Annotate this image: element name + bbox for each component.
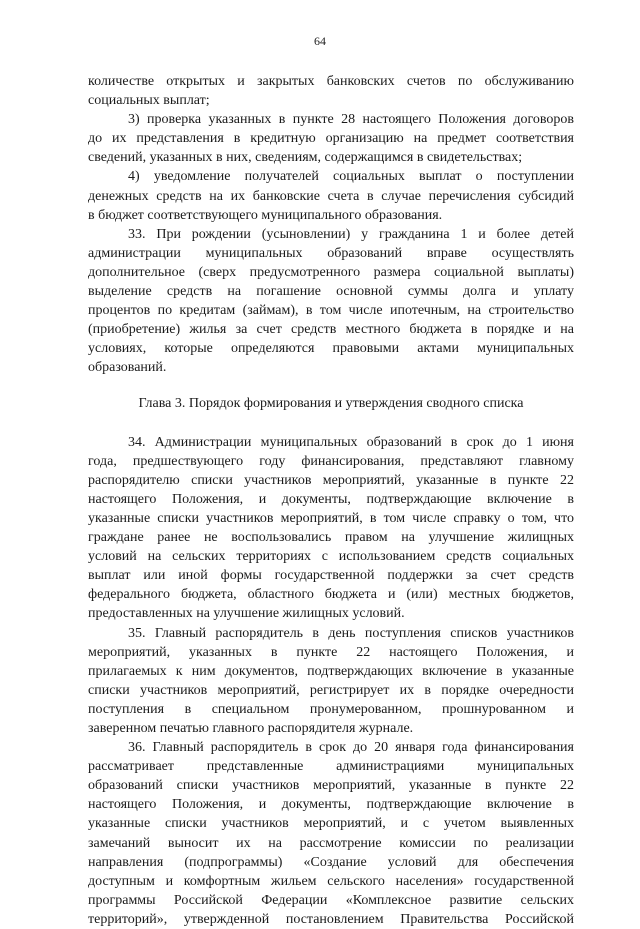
text-line: указанные списки участников мероприятий, в том числе справку о том, что [88, 510, 574, 526]
text-line: года, предшествующего году финансирования, представляют главному [88, 453, 574, 469]
page-number: 64 [314, 34, 326, 48]
body-text [88, 72, 574, 929]
text-line: условиях, которые определяются правовыми актами муниципальных [88, 341, 574, 357]
text-line: распорядителю списки участников мероприятий, указанные в пункте 22 [88, 472, 574, 488]
text-line: прилагаемых к ним документов, подтверждающих включение в указанные [88, 663, 574, 679]
text-line: федерального бюджета, областного бюджета и (или) местных бюджетов, [88, 587, 574, 603]
text-line: поступления в специальном пронумерованном, прошнурованном и [88, 701, 574, 717]
text-line: 33. При рождении (усыновлении) у гражданина 1 и более детей [128, 226, 574, 242]
text-line: граждане ранее не воспользовались правом на улучшение жилищных [88, 530, 574, 546]
text-line: заверенном печатью главного распорядителя журнале. [88, 721, 414, 736]
text-line: выделение средств на погашение основной суммы долга и уплату [88, 284, 574, 300]
text-line: настоящего Положения, и документы, подтверждающие включение в [88, 491, 574, 507]
text-line: выплат или иной формы государственной поддержки за счет средств [88, 568, 574, 584]
text-line: условий на сельских территориях с использованием средств социальных [88, 549, 574, 565]
chapter-heading: Глава 3. Порядок формирования и утверждения сводного списка [138, 395, 524, 411]
text-line: в бюджет соответствующего муниципального образования. [88, 207, 443, 223]
text-line: дополнительное (сверх предусмотренного размера социальной выплаты) [88, 264, 574, 280]
text-line: 36. Главный распорядитель в срок до 20 января года финансирования [128, 740, 574, 756]
text-line: сведений, указанных в них, сведениям, содержащимся в свидетельствах; [88, 150, 523, 166]
text-line: процентов по кредитам (займам), в том числе ипотечным, на строительство [88, 303, 574, 319]
text-line: предоставленных на улучшение жилищных условий. [88, 606, 405, 622]
text-line: денежных средств на их банковские счета в случае перечисления субсидий [88, 188, 574, 204]
text-block-1 [88, 72, 574, 378]
text-line: направления (подпрограммы) «Создание условий для обеспечения [88, 854, 574, 870]
text-line: рассматривает представленные администрациями муниципальных [88, 759, 574, 775]
text-line: доступным и комфортным жильем сельского населения» государственной [88, 873, 574, 889]
text-line: социальных выплат; [88, 93, 210, 109]
text-line: администрации муниципальных образований вправе осуществлять [88, 245, 574, 261]
text-line: 3) проверка указанных в пункте 28 настоящего Положения договоров [128, 112, 574, 128]
text-line: образований. [88, 360, 167, 376]
text-line: 35. Главный распорядитель в день поступления списков участников [128, 625, 574, 641]
text-line: образований списки участников мероприятий, указанные в пункте 22 [88, 778, 574, 794]
text-line: мероприятий, указанных в пункте 22 настоящего Положения, и [88, 644, 574, 660]
text-line: количестве открытых и закрытых банковских счетов по обслуживанию [88, 74, 574, 89]
text-line: настоящего Положения, и документы, подтверждающие включение в [88, 797, 574, 813]
text-line: (приобретение) жилья за счет средств местного бюджета в порядке и на [88, 322, 574, 338]
text-line: замечаний выносит их на рассмотрение комиссии по реализации [88, 835, 574, 851]
text-line: территорий», утвержденной постановлением Правительства Российской [88, 911, 574, 927]
text-line: программы Российской Федерации «Комплексное развитие сельских [88, 892, 574, 908]
text-line: 4) уведомление получателей социальных выплат о поступлении [128, 169, 574, 185]
text-block-2 [88, 433, 574, 929]
text-line: указанные списки участников мероприятий, и с учетом выявленных [88, 816, 574, 832]
text-line: 34. Администрации муниципальных образований в срок до 1 июня [128, 434, 574, 450]
text-line: списки участников мероприятий, регистрирует их в порядке очередности [88, 682, 574, 698]
text-line: до их представления в кредитную организацию на предмет соответствия [88, 131, 574, 147]
